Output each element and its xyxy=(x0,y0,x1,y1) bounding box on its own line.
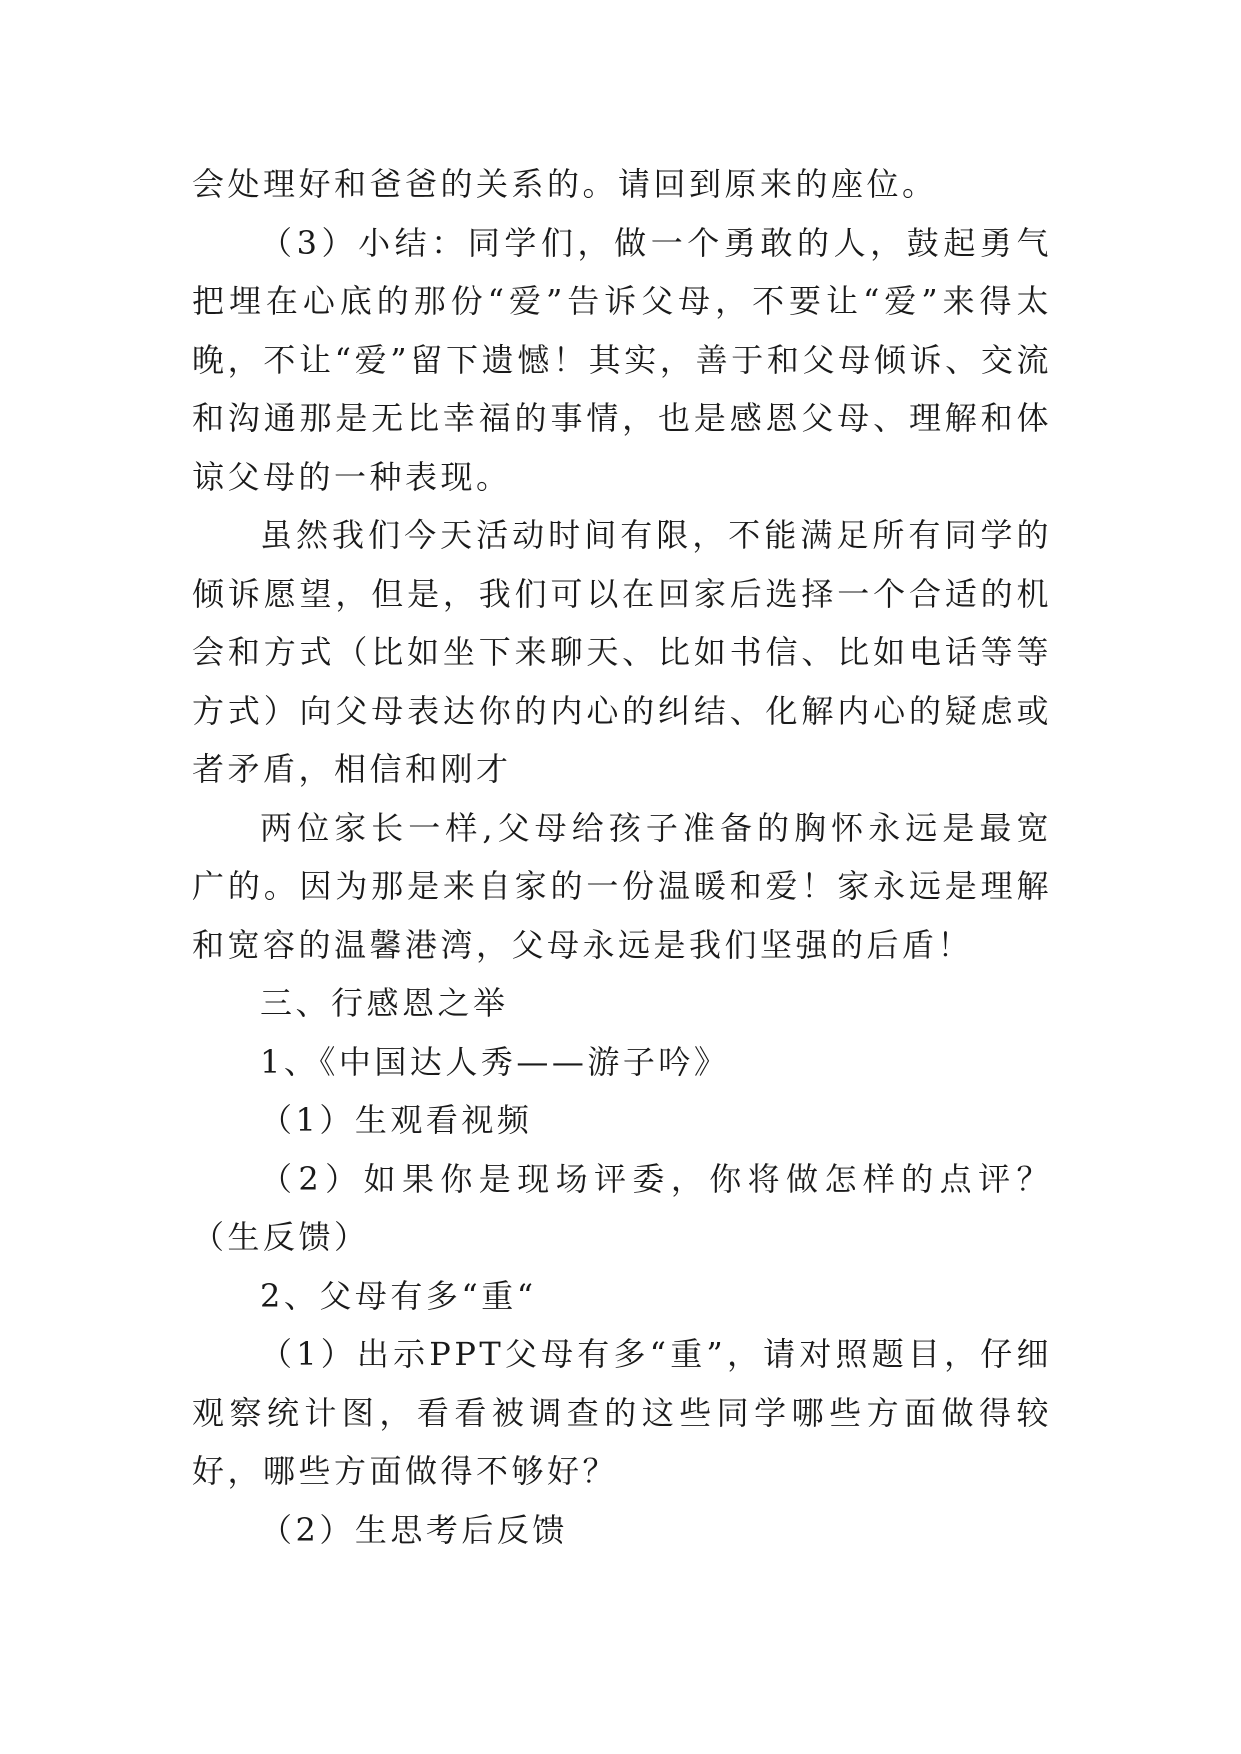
document-body xyxy=(192,155,1052,1559)
sub-item-2-1: （1）出示PPT父母有多“重”，请对照题目，仔细观察统计图，看看被调查的这些同学哪些方面做得较好，哪些方面做得不够好？ xyxy=(192,1335,1052,1490)
section-heading-3: 三、行感恩之举 xyxy=(260,984,509,1022)
sub-item-1-1: （1）生观看视频 xyxy=(260,1101,533,1139)
item-heading-2: 2、父母有多“重“ xyxy=(260,1276,537,1315)
paragraph-parents: 两位家长一样,父母给孩子准备的胸怀永远是最宽广的。因为那是来自家的一份温暖和爱！家永远是理解和宽容的温馨港湾，父母永远是我们坚强的后盾！ xyxy=(192,808,1052,964)
paragraph-time-limited: 虽然我们今天活动时间有限，不能满足所有同学的倾诉愿望，但是，我们可以在回家后选择一个合适的机会和方式（比如坐下来聊天、比如书信、比如电话等等方式）向父母表达你的内心的纠结、化解内心的疑虑或者矛盾，相信和刚才 xyxy=(192,516,1052,788)
sub-item-2-2: （2）生思考后反馈 xyxy=(260,1510,568,1549)
paragraph-summary: （3）小结：同学们，做一个勇敢的人，鼓起勇气把埋在心底的那份“爱”告诉父母，不要让“爱”来得太晚，不让“爱”留下遗憾！其实，善于和父母倾诉、交流和沟通那是无比幸福的事情，也是感恩父母、理解和体谅父母的一种表现。 xyxy=(192,223,1052,496)
paragraph-continuation: 会处理好和爸爸的关系的。请回到原来的座位。 xyxy=(192,165,938,203)
item-heading-1: 1、《中国达人秀——游子吟》 xyxy=(260,1042,730,1081)
sub-item-1-2: （2）如果你是现场评委，你将做怎样的点评？（生反馈） xyxy=(192,1159,1052,1256)
